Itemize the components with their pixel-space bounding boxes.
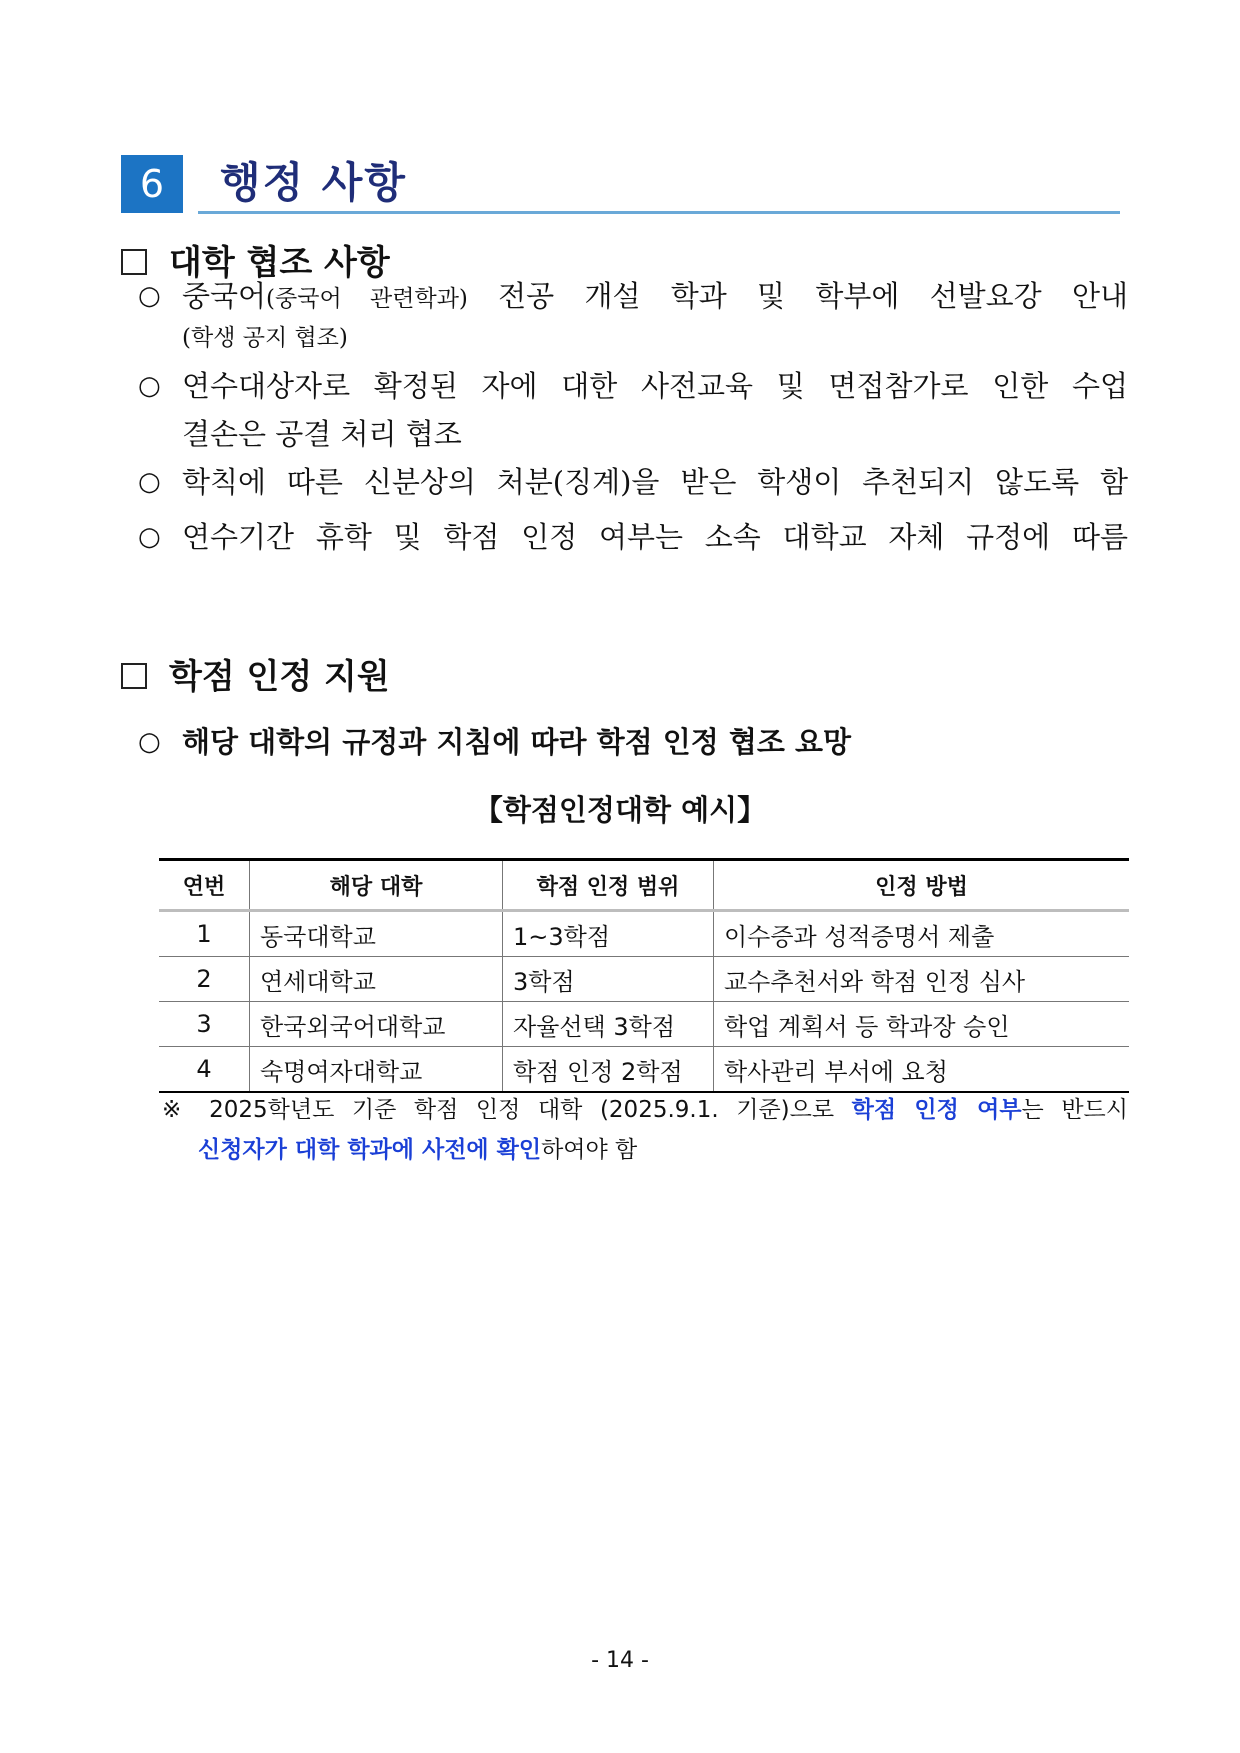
cell-method: 교수추천서와 학점 인정 심사 bbox=[714, 957, 1130, 1002]
subheading-label: 대학 협조 사항 bbox=[169, 243, 390, 283]
cell-method: 학업 계획서 등 학과장 승인 bbox=[714, 1002, 1130, 1047]
cell-number: 3 bbox=[159, 1002, 250, 1047]
item-text: 전공 개설 학과 및 학부에 선발요강 안내 bbox=[467, 279, 1128, 313]
bullet-circle-icon: ○ bbox=[138, 727, 161, 757]
col-header-method: 인정 방법 bbox=[714, 860, 1130, 911]
checkbox-square-icon bbox=[121, 663, 147, 689]
bullet-circle-icon: ○ bbox=[138, 522, 161, 552]
credit-table bbox=[159, 858, 1129, 1093]
cooperation-item-2-line2: 결손은 공결 처리 협조 bbox=[182, 417, 462, 451]
col-header-number: 연번 bbox=[159, 860, 250, 911]
table-row bbox=[159, 957, 1129, 1002]
cell-university: 한국외국어대학교 bbox=[250, 1002, 503, 1047]
cell-credit-range: 학점 인정 2학점 bbox=[503, 1047, 714, 1093]
bullet-circle-icon: ○ bbox=[138, 281, 161, 311]
cell-credit-range: 자율선택 3학점 bbox=[503, 1002, 714, 1047]
note-symbol: ※ bbox=[162, 1097, 192, 1123]
item-text: 중국어 bbox=[182, 279, 267, 313]
cooperation-item-4: 연수기간 휴학 및 학점 인정 여부는 소속 대학교 자체 규정에 따름 bbox=[182, 520, 1128, 554]
cell-number: 4 bbox=[159, 1047, 250, 1093]
note-text: 는 반드시 bbox=[1021, 1097, 1128, 1123]
cell-method: 학사관리 부서에 요청 bbox=[714, 1047, 1130, 1093]
bullet-circle-icon: ○ bbox=[138, 371, 161, 401]
cell-number: 1 bbox=[159, 911, 250, 957]
checkbox-square-icon bbox=[121, 249, 147, 275]
table-row bbox=[159, 911, 1129, 957]
cell-credit-range: 3학점 bbox=[503, 957, 714, 1002]
section-number: 6 bbox=[121, 155, 183, 213]
subheading-label: 학점 인정 지원 bbox=[169, 657, 390, 697]
table-caption: 【학점인정대학 예시】 bbox=[473, 793, 767, 827]
note-text: 2025학년도 기준 학점 인정 대학 (2025.9.1. 기준)으로 bbox=[191, 1097, 852, 1123]
table-note-line2 bbox=[198, 1130, 1128, 1170]
col-header-credit-range: 학점 인정 범위 bbox=[503, 860, 714, 911]
subheading-credit bbox=[121, 654, 390, 700]
cell-university: 숙명여자대학교 bbox=[250, 1047, 503, 1093]
table-row bbox=[159, 1002, 1129, 1047]
note-highlight: 신청자가 대학 학과에 사전에 확인 bbox=[198, 1137, 542, 1163]
item-text-small: (중국어 관련학과) bbox=[266, 286, 468, 312]
cell-credit-range: 1~3학점 bbox=[503, 911, 714, 957]
cooperation-item-1-line2: (학생 공지 협조) bbox=[182, 325, 348, 351]
cell-university: 동국대학교 bbox=[250, 911, 503, 957]
cell-number: 2 bbox=[159, 957, 250, 1002]
section-title: 행정 사항 bbox=[220, 158, 407, 207]
cooperation-item-3: 학칙에 따른 신분상의 처분(징계)을 받은 학생이 추천되지 않도록 함 bbox=[182, 465, 1128, 499]
cooperation-item-2-line1: 연수대상자로 확정된 자에 대한 사전교육 및 면접참가로 인한 수업 bbox=[182, 369, 1128, 403]
page-number: - 14 - bbox=[591, 1648, 649, 1673]
table-row bbox=[159, 1047, 1129, 1093]
cooperation-item-1-line1 bbox=[182, 276, 1128, 319]
note-text: 하여야 함 bbox=[541, 1137, 638, 1163]
col-header-university: 해당 대학 bbox=[250, 860, 503, 911]
cell-method: 이수증과 성적증명서 제출 bbox=[714, 911, 1130, 957]
table-note-line1 bbox=[162, 1090, 1128, 1130]
credit-item: 해당 대학의 규정과 지침에 따라 학점 인정 협조 요망 bbox=[182, 725, 852, 759]
cell-university: 연세대학교 bbox=[250, 957, 503, 1002]
section-divider bbox=[198, 211, 1120, 214]
bullet-circle-icon: ○ bbox=[138, 467, 161, 497]
table-header-row bbox=[159, 860, 1129, 911]
note-highlight: 학점 인정 여부 bbox=[851, 1097, 1022, 1123]
